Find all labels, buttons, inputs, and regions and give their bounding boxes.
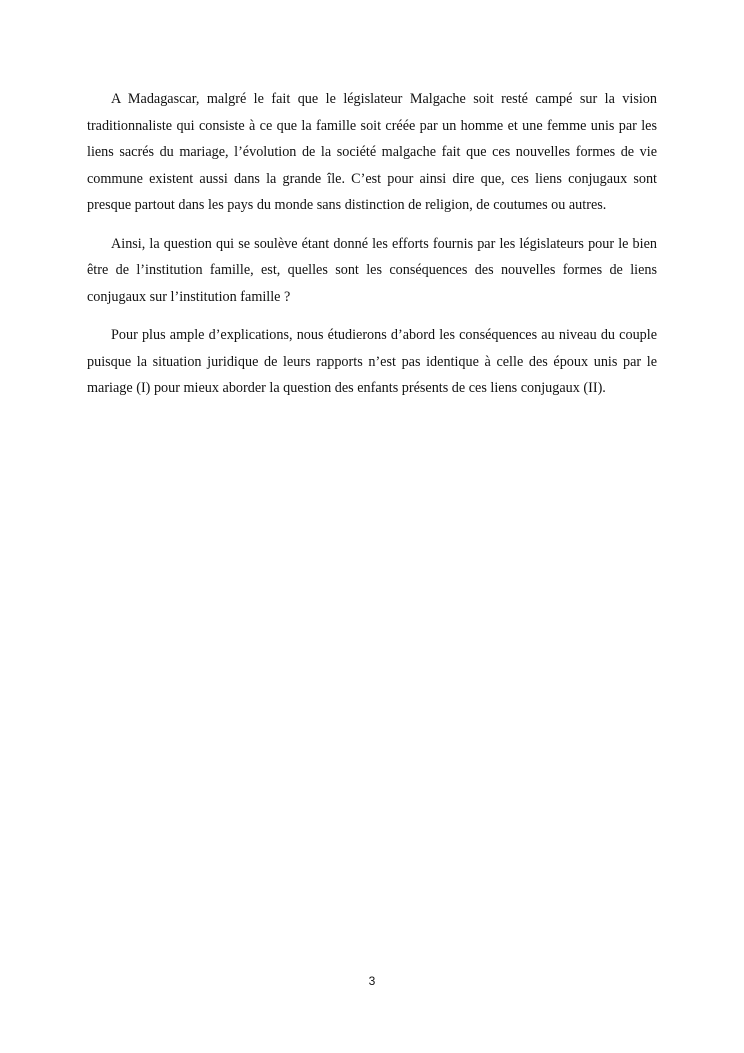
paragraph-1: A Madagascar, malgré le fait que le législateur Malgache soit resté campé sur la vision traditionnaliste qui consiste à ce que la famille soit créée par un homme et une femme unis par les liens sacrés du mariage, l’évolution de la société malgache fait que ces nouvelles formes de vie commune existent aussi dans la grande île. C’est pour ainsi dire que, ces liens conjugaux sont presque partout dans les pays du monde sans distinction de religion, de coutumes ou autres. — [87, 91, 657, 213]
paragraph-2: Ainsi, la question qui se soulève étant donné les efforts fournis par les législateurs pour le bien être de l’institution famille, est, quelles sont les conséquences des nouvelles formes de liens conjugaux sur l’institution famille ? — [87, 235, 657, 305]
page-number: 3 — [368, 974, 376, 988]
paragraph-3: Pour plus ample d’explications, nous étudierons d’abord les conséquences au niveau du couple puisque la situation juridique de leurs rapports n’est pas identique à celle des époux unis par le mariage (I) pour mieux aborder la question des enfants présents de ces liens conjugaux (II). — [87, 327, 657, 396]
page-body — [87, 86, 657, 414]
